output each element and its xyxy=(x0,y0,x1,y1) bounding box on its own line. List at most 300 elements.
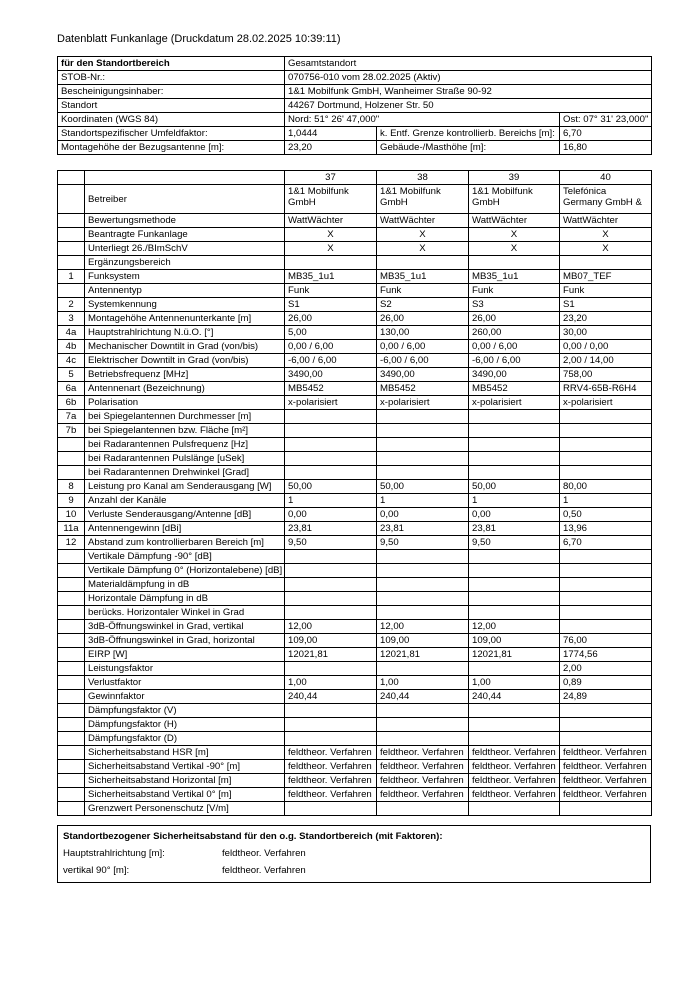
row-number xyxy=(58,592,85,606)
table-row xyxy=(58,508,652,522)
table-cell: 23,81 xyxy=(377,522,469,536)
table-cell: 24,89 xyxy=(560,690,652,704)
table-cell: 1 xyxy=(377,494,469,508)
table-cell: feldtheor. Verfahren xyxy=(560,760,652,774)
row-label: bei Spiegelantennen Durchmesser [m] xyxy=(85,410,285,424)
table-cell: 26,00 xyxy=(285,312,377,326)
table-row xyxy=(58,326,652,340)
table-cell xyxy=(560,592,652,606)
table-cell: 30,00 xyxy=(560,326,652,340)
table-cell: 1 xyxy=(285,494,377,508)
table-row xyxy=(58,592,652,606)
table-cell: S1 xyxy=(285,298,377,312)
table-cell: x-polarisiert xyxy=(469,396,560,410)
row-number xyxy=(58,466,85,480)
site-row-header xyxy=(58,57,652,71)
table-cell: 109,00 xyxy=(469,634,560,648)
table-cell: -6,00 / 6,00 xyxy=(285,354,377,368)
table-row xyxy=(58,368,652,382)
row-label: Sicherheitsabstand HSR [m] xyxy=(85,746,285,760)
table-cell: feldtheor. Verfahren xyxy=(285,774,377,788)
row-label: Gewinnfaktor xyxy=(85,690,285,704)
row-label: Elektrischer Downtilt in Grad (von/bis) xyxy=(85,354,285,368)
table-cell: S3 xyxy=(469,298,560,312)
row-label: Leistung pro Kanal am Senderausgang [W] xyxy=(85,480,285,494)
row-number xyxy=(58,802,85,816)
table-cell: 9,50 xyxy=(377,536,469,550)
table-row xyxy=(58,648,652,662)
row-number: 3 xyxy=(58,312,85,326)
dist-label: k. Entf. Grenze kontrollierb. Bereichs [m]: xyxy=(377,127,560,141)
table-cell: X xyxy=(285,228,377,242)
stob-value: 070756-010 vom 28.02.2025 (Aktiv) xyxy=(285,71,652,85)
table-cell xyxy=(377,424,469,438)
table-cell: 3490,00 xyxy=(469,368,560,382)
table-cell: 0,00 / 6,00 xyxy=(285,340,377,354)
table-cell: feldtheor. Verfahren xyxy=(377,746,469,760)
table-cell xyxy=(285,592,377,606)
site-row-location xyxy=(58,99,652,113)
row-number: 6b xyxy=(58,396,85,410)
row-number xyxy=(58,564,85,578)
table-row xyxy=(58,185,652,214)
table-cell: 12,00 xyxy=(285,620,377,634)
row-label: Sicherheitsabstand Vertikal -90° [m] xyxy=(85,760,285,774)
table-cell: Funk xyxy=(285,284,377,298)
coords-east: Ost: 07° 31' 23,000" xyxy=(560,113,652,127)
table-cell: x-polarisiert xyxy=(560,396,652,410)
row-label: Antennengewinn [dBi] xyxy=(85,522,285,536)
table-row xyxy=(58,634,652,648)
row-label: Sicherheitsabstand Vertikal 0° [m] xyxy=(85,788,285,802)
table-cell: 1&1 Mobilfunk GmbH xyxy=(377,185,469,214)
table-cell xyxy=(560,732,652,746)
table-row xyxy=(58,382,652,396)
table-cell xyxy=(285,704,377,718)
table-row xyxy=(58,256,652,270)
table-cell: 76,00 xyxy=(560,634,652,648)
row-number xyxy=(58,438,85,452)
row-number: 2 xyxy=(58,298,85,312)
table-cell: Funk xyxy=(560,284,652,298)
table-cell: S1 xyxy=(560,298,652,312)
mount-label: Montagehöhe der Bezugsantenne [m]: xyxy=(58,141,285,155)
row-number xyxy=(58,760,85,774)
table-cell xyxy=(377,410,469,424)
table-cell xyxy=(377,452,469,466)
row-number: 6a xyxy=(58,382,85,396)
table-cell: 50,00 xyxy=(469,480,560,494)
location-value: 44267 Dortmund, Holzener Str. 50 xyxy=(285,99,652,113)
table-cell xyxy=(469,718,560,732)
table-row xyxy=(58,564,652,578)
table-cell xyxy=(377,578,469,592)
table-cell: 240,44 xyxy=(377,690,469,704)
table-cell xyxy=(469,704,560,718)
table-cell xyxy=(285,424,377,438)
row-label: Materialdämpfung in dB xyxy=(85,578,285,592)
column-header: 38 xyxy=(377,171,469,185)
mount-value: 23,20 xyxy=(285,141,377,155)
table-row xyxy=(58,802,652,816)
table-row xyxy=(58,606,652,620)
table-cell xyxy=(560,704,652,718)
row-number: 7b xyxy=(58,424,85,438)
table-cell: X xyxy=(560,228,652,242)
factor-label: Standortspezifischer Umfeldfaktor: xyxy=(58,127,285,141)
table-cell xyxy=(560,802,652,816)
table-cell xyxy=(285,802,377,816)
table-cell: X xyxy=(377,228,469,242)
table-cell xyxy=(560,438,652,452)
row-label: Leistungsfaktor xyxy=(85,662,285,676)
table-cell xyxy=(469,802,560,816)
table-row xyxy=(58,550,652,564)
table-cell: 0,00 xyxy=(377,508,469,522)
table-cell: x-polarisiert xyxy=(285,396,377,410)
table-cell: x-polarisiert xyxy=(377,396,469,410)
row-number xyxy=(58,606,85,620)
table-cell: 240,44 xyxy=(469,690,560,704)
table-cell: MB35_1u1 xyxy=(377,270,469,284)
row-label: EIRP [W] xyxy=(85,648,285,662)
row-label: Betreiber xyxy=(85,185,285,214)
table-cell: 1,00 xyxy=(469,676,560,690)
table-cell xyxy=(377,550,469,564)
table-cell: 1,00 xyxy=(285,676,377,690)
table-cell: X xyxy=(285,242,377,256)
table-cell xyxy=(560,606,652,620)
table-cell: 3490,00 xyxy=(377,368,469,382)
table-cell: 26,00 xyxy=(469,312,560,326)
table-cell xyxy=(560,256,652,270)
table-cell xyxy=(469,606,560,620)
table-row xyxy=(58,676,652,690)
dist-value: 6,70 xyxy=(560,127,652,141)
row-number xyxy=(58,214,85,228)
column-header: 40 xyxy=(560,171,652,185)
table-cell: 13,96 xyxy=(560,522,652,536)
table-cell: Telefónica Germany GmbH & xyxy=(560,185,652,214)
table-cell xyxy=(469,438,560,452)
row-number xyxy=(58,648,85,662)
table-cell: 240,44 xyxy=(285,690,377,704)
row-label: Antennentyp xyxy=(85,284,285,298)
row-label: Vertikale Dämpfung 0° (Horizontalebene) [dB] xyxy=(85,564,285,578)
antenna-header-row xyxy=(58,171,652,185)
table-cell: 6,70 xyxy=(560,536,652,550)
row-label: Mechanischer Downtilt in Grad (von/bis) xyxy=(85,340,285,354)
row-label: 3dB-Öffnungswinkel in Grad, vertikal xyxy=(85,620,285,634)
table-cell: 0,50 xyxy=(560,508,652,522)
table-cell xyxy=(285,662,377,676)
row-label: Sicherheitsabstand Horizontal [m] xyxy=(85,774,285,788)
table-row xyxy=(58,396,652,410)
table-row xyxy=(58,746,652,760)
table-cell: 9,50 xyxy=(285,536,377,550)
table-cell xyxy=(285,718,377,732)
table-row xyxy=(58,410,652,424)
table-cell: MB35_1u1 xyxy=(285,270,377,284)
table-cell: 2,00 / 14,00 xyxy=(560,354,652,368)
table-row xyxy=(58,732,652,746)
table-cell: MB5452 xyxy=(469,382,560,396)
table-cell xyxy=(469,410,560,424)
table-cell: RRV4-65B-R6H4 xyxy=(560,382,652,396)
summary-vertical-value: feldtheor. Verfahren xyxy=(222,865,306,876)
table-cell: 12021,81 xyxy=(469,648,560,662)
table-cell: WattWächter xyxy=(377,214,469,228)
row-number xyxy=(58,634,85,648)
row-label: bei Radarantennen Pulslänge [uSek] xyxy=(85,452,285,466)
table-cell xyxy=(377,256,469,270)
document-title: Datenblatt Funkanlage (Druckdatum 28.02.2025 10:39:11) xyxy=(57,33,341,45)
factor-value: 1,0444 xyxy=(285,127,377,141)
row-number: 4c xyxy=(58,354,85,368)
table-row xyxy=(58,760,652,774)
table-cell xyxy=(285,732,377,746)
row-label: Funksystem xyxy=(85,270,285,284)
row-number: 10 xyxy=(58,508,85,522)
header-blank-num xyxy=(58,171,85,185)
table-row xyxy=(58,536,652,550)
table-cell: 3490,00 xyxy=(285,368,377,382)
height-value: 16,80 xyxy=(560,141,652,155)
table-cell: X xyxy=(469,242,560,256)
table-cell: feldtheor. Verfahren xyxy=(560,746,652,760)
row-number: 9 xyxy=(58,494,85,508)
table-cell: X xyxy=(377,242,469,256)
table-cell: feldtheor. Verfahren xyxy=(285,760,377,774)
table-cell: MB07_TEF xyxy=(560,270,652,284)
row-label: bei Radarantennen Drehwinkel [Grad] xyxy=(85,466,285,480)
table-row xyxy=(58,340,652,354)
row-label: Bewertungsmethode xyxy=(85,214,285,228)
row-label: Dämpfungsfaktor (H) xyxy=(85,718,285,732)
table-cell: 2,00 xyxy=(560,662,652,676)
row-number: 8 xyxy=(58,480,85,494)
table-row xyxy=(58,298,652,312)
row-number xyxy=(58,676,85,690)
table-cell: feldtheor. Verfahren xyxy=(469,788,560,802)
row-number xyxy=(58,452,85,466)
table-row xyxy=(58,284,652,298)
column-header: 37 xyxy=(285,171,377,185)
row-label: Systemkennung xyxy=(85,298,285,312)
row-label: bei Radarantennen Pulsfrequenz [Hz] xyxy=(85,438,285,452)
site-header-value: Gesamtstandort xyxy=(285,57,652,71)
row-number: 5 xyxy=(58,368,85,382)
row-label: Dämpfungsfaktor (V) xyxy=(85,704,285,718)
table-cell xyxy=(560,410,652,424)
table-row xyxy=(58,788,652,802)
table-cell: 0,00 / 6,00 xyxy=(377,340,469,354)
table-cell: 1774,56 xyxy=(560,648,652,662)
table-cell: X xyxy=(560,242,652,256)
table-cell xyxy=(285,550,377,564)
table-cell xyxy=(560,578,652,592)
table-cell: 0,00 / 6,00 xyxy=(469,340,560,354)
table-row xyxy=(58,214,652,228)
row-number xyxy=(58,256,85,270)
table-cell xyxy=(377,704,469,718)
row-number xyxy=(58,774,85,788)
row-label: Vertikale Dämpfung -90° [dB] xyxy=(85,550,285,564)
table-cell: WattWächter xyxy=(285,214,377,228)
location-label: Standort xyxy=(58,99,285,113)
row-label: Abstand zum kontrollierbaren Bereich [m] xyxy=(85,536,285,550)
table-cell xyxy=(285,466,377,480)
row-label: Verlustfaktor xyxy=(85,676,285,690)
table-cell: feldtheor. Verfahren xyxy=(377,760,469,774)
row-number xyxy=(58,718,85,732)
table-cell: 50,00 xyxy=(285,480,377,494)
table-row xyxy=(58,312,652,326)
table-cell: 1 xyxy=(560,494,652,508)
header-blank-label xyxy=(85,171,285,185)
table-row xyxy=(58,718,652,732)
row-label: Unterliegt 26./BImSchV xyxy=(85,242,285,256)
table-row xyxy=(58,522,652,536)
row-label: bei Spiegelantennen bzw. Fläche [m²] xyxy=(85,424,285,438)
table-row xyxy=(58,242,652,256)
table-cell xyxy=(469,578,560,592)
table-cell: 260,00 xyxy=(469,326,560,340)
stob-label: STOB-Nr.: xyxy=(58,71,285,85)
site-row-holder xyxy=(58,85,652,99)
table-cell xyxy=(377,606,469,620)
table-cell: feldtheor. Verfahren xyxy=(560,788,652,802)
table-cell xyxy=(377,438,469,452)
table-cell: 50,00 xyxy=(377,480,469,494)
table-cell xyxy=(469,466,560,480)
table-cell: -6,00 / 6,00 xyxy=(469,354,560,368)
table-cell: feldtheor. Verfahren xyxy=(469,774,560,788)
row-number xyxy=(58,578,85,592)
row-number xyxy=(58,185,85,214)
table-cell: MB5452 xyxy=(377,382,469,396)
row-number xyxy=(58,284,85,298)
table-cell: 0,00 xyxy=(285,508,377,522)
row-label: Anzahl der Kanäle xyxy=(85,494,285,508)
table-row xyxy=(58,704,652,718)
site-row-mount xyxy=(58,141,652,155)
site-row-factor xyxy=(58,127,652,141)
summary-main-value: feldtheor. Verfahren xyxy=(222,848,306,859)
table-cell xyxy=(469,732,560,746)
table-cell: 12,00 xyxy=(377,620,469,634)
table-cell xyxy=(285,578,377,592)
table-cell: feldtheor. Verfahren xyxy=(285,746,377,760)
table-cell: 12021,81 xyxy=(377,648,469,662)
table-cell: 0,00 xyxy=(469,508,560,522)
row-label: Polarisation xyxy=(85,396,285,410)
table-cell: 0,00 / 0,00 xyxy=(560,340,652,354)
table-cell: 0,89 xyxy=(560,676,652,690)
row-number xyxy=(58,662,85,676)
row-label: Hauptstrahlrichtung N.ü.O. [°] xyxy=(85,326,285,340)
table-row xyxy=(58,452,652,466)
table-cell: X xyxy=(469,228,560,242)
summary-vertical-label: vertikal 90° [m]: xyxy=(63,865,130,876)
row-label: Grenzwert Personenschutz [V/m] xyxy=(85,802,285,816)
table-cell xyxy=(285,452,377,466)
table-cell: feldtheor. Verfahren xyxy=(469,760,560,774)
row-number: 4b xyxy=(58,340,85,354)
table-cell: WattWächter xyxy=(469,214,560,228)
row-number xyxy=(58,620,85,634)
table-cell xyxy=(377,466,469,480)
table-row xyxy=(58,480,652,494)
table-cell: feldtheor. Verfahren xyxy=(377,788,469,802)
table-cell: 1&1 Mobilfunk GmbH xyxy=(285,185,377,214)
table-cell xyxy=(285,410,377,424)
table-row xyxy=(58,354,652,368)
table-cell: 1,00 xyxy=(377,676,469,690)
table-cell xyxy=(469,256,560,270)
row-label: Dämpfungsfaktor (D) xyxy=(85,732,285,746)
table-cell xyxy=(285,256,377,270)
table-cell: S2 xyxy=(377,298,469,312)
table-cell: WattWächter xyxy=(560,214,652,228)
table-cell xyxy=(285,564,377,578)
column-header: 39 xyxy=(469,171,560,185)
row-label: berücks. Horizontaler Winkel in Grad xyxy=(85,606,285,620)
table-cell: 12,00 xyxy=(469,620,560,634)
table-row xyxy=(58,690,652,704)
table-row xyxy=(58,578,652,592)
table-cell: 9,50 xyxy=(469,536,560,550)
table-cell: feldtheor. Verfahren xyxy=(285,788,377,802)
table-cell: feldtheor. Verfahren xyxy=(377,774,469,788)
table-cell xyxy=(377,564,469,578)
table-cell xyxy=(377,662,469,676)
table-cell: Funk xyxy=(377,284,469,298)
table-row xyxy=(58,438,652,452)
table-cell: 758,00 xyxy=(560,368,652,382)
table-cell: -6,00 / 6,00 xyxy=(377,354,469,368)
table-cell: 12021,81 xyxy=(285,648,377,662)
table-cell xyxy=(469,424,560,438)
row-number xyxy=(58,704,85,718)
summary-title: Standortbezogener Sicherheitsabstand für den o.g. Standortbereich (mit Faktoren): xyxy=(63,831,443,842)
row-number xyxy=(58,746,85,760)
row-number: 12 xyxy=(58,536,85,550)
site-header-label: für den Standortbereich xyxy=(58,57,285,71)
table-cell: 130,00 xyxy=(377,326,469,340)
table-cell xyxy=(560,564,652,578)
row-label: Ergänzungsbereich xyxy=(85,256,285,270)
safety-distance-summary xyxy=(57,825,651,883)
site-row-stob xyxy=(58,71,652,85)
row-label: 3dB-Öffnungswinkel in Grad, horizontal xyxy=(85,634,285,648)
table-cell xyxy=(469,564,560,578)
row-number xyxy=(58,732,85,746)
table-cell xyxy=(377,732,469,746)
table-cell xyxy=(560,452,652,466)
table-cell xyxy=(560,620,652,634)
row-number xyxy=(58,550,85,564)
table-cell: 109,00 xyxy=(377,634,469,648)
table-cell xyxy=(377,592,469,606)
table-cell xyxy=(377,802,469,816)
table-cell: 23,81 xyxy=(469,522,560,536)
row-number xyxy=(58,690,85,704)
table-cell xyxy=(560,424,652,438)
row-number xyxy=(58,242,85,256)
table-row xyxy=(58,228,652,242)
summary-main-label: Hauptstrahlrichtung [m]: xyxy=(63,848,165,859)
